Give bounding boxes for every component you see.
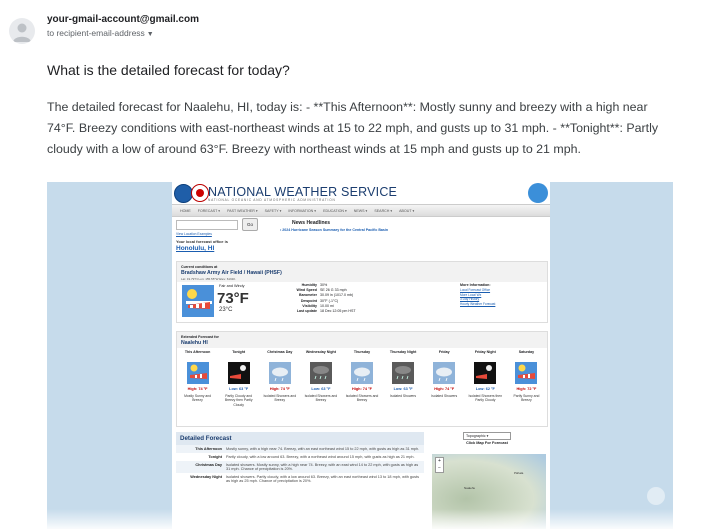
site-subtitle: NATIONAL OCEANIC AND ATMOSPHERIC ADMINISTRATION: [208, 198, 336, 202]
period-temp: High: 74 °F: [187, 387, 208, 391]
cloud-weather-icon: [269, 362, 291, 384]
current-label: Current conditions at: [181, 265, 218, 269]
chevron-down-icon[interactable]: ▼: [146, 31, 154, 38]
local-office-label: Your local forecast office is: [176, 239, 228, 244]
period-desc: Isolated Showers: [390, 394, 417, 398]
sun-weather-icon: [515, 362, 537, 384]
email-question: What is the detailed forecast for today?: [47, 62, 290, 78]
more-info-link[interactable]: Local Forecast Office: [460, 288, 491, 292]
detailed-text: Isolated showers. Mostly sunny, with a high near 74. Breezy, with an east wind 14 to 22 mph, with gusts as high as 31 mph. Chance of precipitation is 20%.: [226, 463, 419, 471]
fade-overlay: [47, 509, 673, 529]
map-place-naalehu: Naalehu: [464, 486, 476, 490]
nws-screenshot: [47, 182, 673, 529]
forecast-period[interactable]: [383, 348, 424, 426]
period-desc: Partly Sunny and Breezy: [513, 394, 540, 403]
period-desc: Mostly Sunny and Breezy: [184, 394, 212, 403]
rain-weather-icon: [310, 362, 332, 384]
map-caption: Click Map For Forecast: [466, 441, 508, 445]
period-name: This Afternoon: [184, 350, 211, 354]
current-condition: Fair and Windy: [219, 284, 245, 288]
forecast-period[interactable]: [465, 348, 506, 426]
location-search-input[interactable]: [176, 220, 238, 230]
detail-value: 18 Dec 12:05 pm HST: [320, 309, 356, 314]
detail-value: 30%: [320, 283, 328, 287]
map-type-select[interactable]: Topographic ▾: [463, 432, 511, 440]
extended-forecast-panel: [176, 331, 548, 427]
detailed-text: Mostly sunny, with a high near 74. Breezy, with an east northeast wind 15 to 22 mph, with gusts as high as 31 mph.: [226, 447, 420, 451]
nav-item[interactable]: SEARCH ▾: [374, 208, 393, 213]
scroll-indicator[interactable]: [647, 487, 665, 505]
current-detail-row: [277, 309, 356, 314]
detail-label: Barometer: [299, 293, 317, 298]
detail-value: 10.00 mi: [320, 303, 334, 308]
period-name: Tonight: [232, 350, 246, 354]
sun-weather-icon: [187, 362, 209, 384]
detail-label: Visibility: [302, 303, 317, 308]
nav-item[interactable]: SAFETY ▾: [264, 208, 282, 213]
period-name: Thursday Night: [389, 350, 417, 354]
sender-avatar[interactable]: [9, 18, 35, 44]
period-desc: Partly Cloudy and Breezy then Partly Cloudy: [224, 394, 253, 407]
period-temp: Low: 63 °F: [229, 387, 249, 391]
rain-weather-icon: [392, 362, 414, 384]
detail-label: Dewpoint: [300, 298, 317, 303]
period-name: Thursday: [353, 350, 371, 354]
person-icon: [9, 18, 35, 44]
period-temp: High: 74 °F: [434, 387, 455, 391]
detailed-period: Wednesday Night: [190, 475, 222, 479]
current-conditions-panel: [176, 261, 548, 323]
night-weather-icon: [474, 362, 496, 384]
period-desc: Isolated Showers then Partly Cloudy: [468, 394, 503, 403]
site-title: NATIONAL WEATHER SERVICE: [208, 185, 398, 199]
period-name: Friday: [438, 350, 450, 354]
forecast-period[interactable]: [300, 348, 341, 426]
period-desc: Isolated Showers and Breezy: [263, 394, 297, 403]
period-desc: Isolated Showers and Breezy: [304, 394, 338, 403]
news-item[interactable]: • 2024 Hurricane Season Summary for the Central Pacific Basin: [280, 228, 389, 232]
current-body: [177, 282, 547, 322]
detail-value: SE 26 G 33 mph: [320, 288, 347, 293]
detailed-rows: [176, 445, 424, 485]
email-header: [0, 0, 720, 50]
forecast-period[interactable]: [506, 348, 547, 426]
recipient-text: to recipient-email-address: [47, 28, 145, 38]
zoom-controls[interactable]: + −: [435, 457, 444, 473]
forecast-period[interactable]: [218, 348, 259, 426]
map-type-value: Topographic: [466, 434, 486, 438]
more-info-link[interactable]: Hourly Weather Forecast: [460, 301, 496, 306]
forecast-period[interactable]: [424, 348, 465, 426]
period-temp: Low: 63 °F: [393, 387, 413, 391]
nav-item[interactable]: INFORMATION ▾: [288, 208, 317, 213]
extended-label: Extended Forecast for: [181, 335, 219, 339]
period-desc: Isolated Showers and Breezy: [345, 394, 379, 403]
current-temp-c: 23°C: [219, 307, 233, 313]
period-desc: Isolated Showers: [431, 394, 458, 398]
recipient-line[interactable]: [47, 28, 154, 38]
nav-item[interactable]: PAST WEATHER ▾: [227, 208, 258, 213]
period-temp: High: 72 °F: [516, 387, 537, 391]
detailed-text: Isolated showers. Partly cloudy, with a low around 63. Breezy, with an east northeast wind 13 to 18 mph, with gusts as high as 25 mph. Chance of precipitation is 20%.: [226, 475, 419, 483]
period-temp: Low: 63 °F: [311, 387, 331, 391]
period-temp: High: 74 °F: [352, 387, 372, 391]
weather-gov-icon[interactable]: [528, 183, 548, 203]
extended-place: Naalehu HI: [181, 340, 208, 346]
forecast-period[interactable]: [259, 348, 300, 426]
detailed-row: [176, 453, 424, 461]
detail-label: Wind Speed: [296, 288, 317, 293]
news-title: News Headlines: [292, 220, 331, 226]
go-button[interactable]: Go: [242, 218, 258, 231]
period-name: Saturday: [518, 350, 535, 354]
nav-item[interactable]: NEWS ▾: [353, 208, 368, 213]
detailed-text: Partly cloudy, with a low around 63. Breezy, with a northeast wind around 15 mph, with gusts as high as 21 mph.: [226, 455, 415, 459]
nws-page: [172, 182, 550, 529]
news-item-text: 2024 Hurricane Season Summary for the Central Pacific Basin: [282, 228, 389, 232]
local-office-link[interactable]: Honolulu, HI: [176, 245, 215, 252]
map-place-pahala: Pāhala: [514, 471, 524, 475]
detailed-period: Christmas Day: [195, 463, 222, 467]
period-temp: High: 74 °F: [269, 387, 290, 391]
windy-icon: [182, 285, 214, 317]
nav-item[interactable]: FORECAST ▾: [197, 208, 221, 213]
detail-label: Last update: [296, 309, 317, 314]
detailed-title: Detailed Forecast: [176, 432, 424, 445]
detailed-row: [176, 445, 424, 453]
forecast-period[interactable]: [341, 348, 382, 426]
detail-value: 30.09 in (1017.0 mb): [320, 293, 354, 298]
email-answer: The detailed forecast for Naalehu, HI, today is: - **This Afternoon**: Mostly sunny and breezy with a high near 74°F. Breezy conditions with east-northeast winds at 15 to 22 mph, and gusts up to 31 mph. - **Tonight**: Partly cloudy with a low of around 63°F. Breezy with northeast winds at 15 mph and gusts up to 21 mph.: [47, 100, 659, 156]
period-name: Christmas Day: [267, 350, 293, 354]
station-name: Bradshaw Army Air Field / Hawaii (PHSF): [181, 270, 282, 276]
more-info-link[interactable]: 3 Day History: [460, 297, 480, 302]
more-info-link[interactable]: More Local Wx: [460, 292, 482, 297]
current-temp-f: 73°F: [217, 290, 249, 307]
forecast-periods: [177, 348, 547, 426]
current-details: [277, 283, 356, 314]
period-name: Wednesday Night: [305, 350, 336, 354]
detailed-period: This Afternoon: [195, 447, 222, 451]
period-temp: Low: 62 °F: [475, 387, 495, 391]
view-location-link[interactable]: View Location Examples: [176, 232, 212, 236]
nav-item[interactable]: ABOUT ▾: [399, 208, 415, 213]
period-name: Friday Night: [474, 350, 496, 354]
cloud-weather-icon: [433, 362, 455, 384]
nws-logo-icon: [191, 184, 209, 202]
more-info-title: More Information:: [460, 283, 491, 287]
nav-item[interactable]: HOME: [180, 208, 191, 213]
detailed-row: [176, 461, 424, 473]
night-weather-icon: [228, 362, 250, 384]
detail-label: Humidity: [301, 283, 317, 287]
cloud-weather-icon: [351, 362, 373, 384]
nws-header: [172, 182, 550, 204]
nav-item[interactable]: EDUCATION ▾: [323, 208, 347, 213]
sender-email: your-gmail-account@gmail.com: [47, 14, 199, 25]
station-latlon: Lat: 19.79°N Lon: 155.55°W Elev: 6191ft.: [181, 277, 236, 281]
detail-value: 30°F (-1°C): [320, 298, 339, 303]
detailed-period: Tonight: [208, 455, 222, 459]
site-nav: [172, 204, 550, 217]
more-info-links: [460, 288, 495, 306]
detailed-row: [176, 473, 424, 485]
forecast-period[interactable]: [177, 348, 218, 426]
